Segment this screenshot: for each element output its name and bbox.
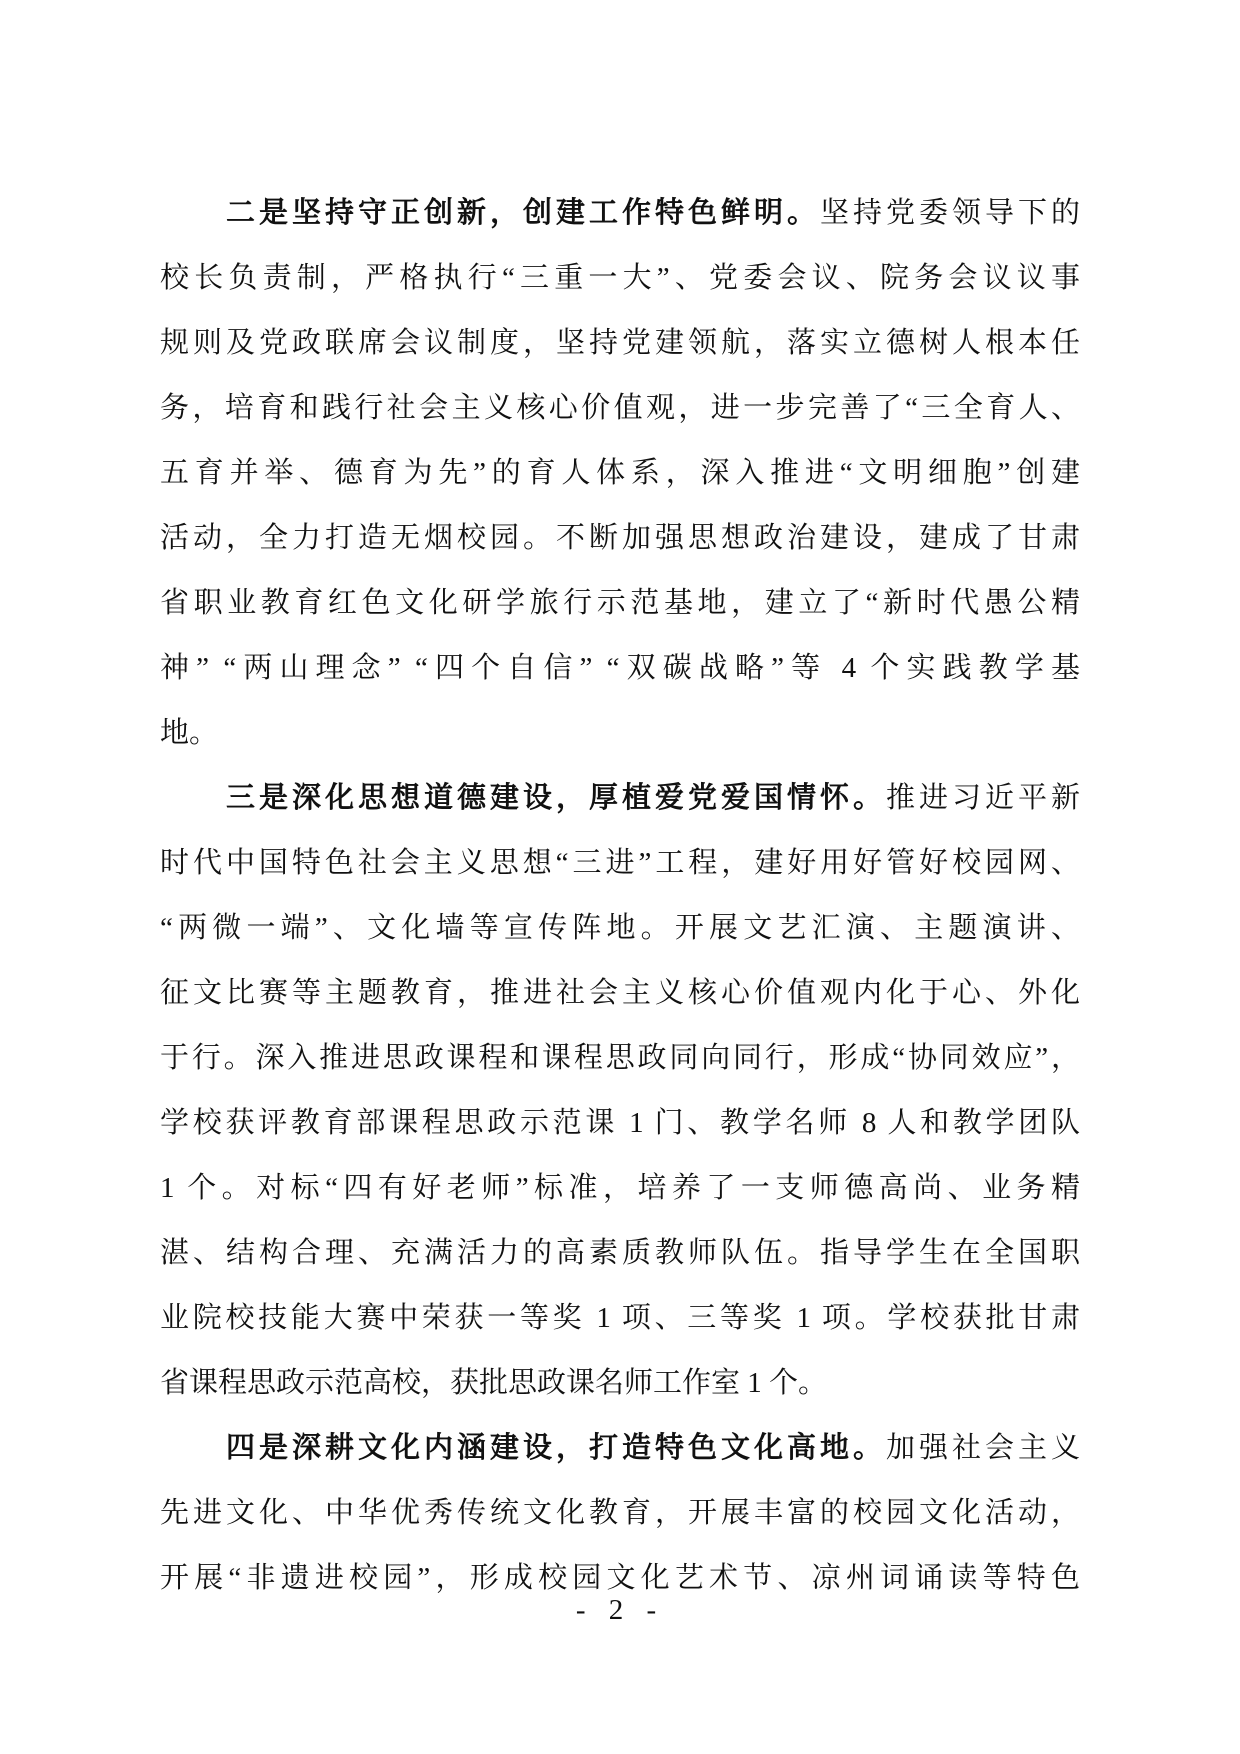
- body-text: 务，培育和践行社会主义核心价值观，进一步完善了“三全育人、: [160, 392, 1080, 424]
- body-text: “两微一端”、文化墙等宣传阵地。开展文艺汇演、主题演讲、: [160, 912, 1080, 944]
- body-line: [160, 1481, 1080, 1546]
- body-line: [160, 1286, 1080, 1351]
- body-line: [160, 376, 1080, 441]
- body-text: 开展“非遗进校园”，形成校园文化艺术节、凉州词诵读等特色: [160, 1562, 1080, 1594]
- body-line: [160, 246, 1080, 311]
- body-line: [160, 701, 1080, 766]
- body-text: 神” “两山理念” “四个自信” “双碳战略”等 4 个实践教学基: [160, 652, 1080, 684]
- body-text: 于行。深入推进思政课程和课程思政同向同行，形成“协同效应”，: [160, 1042, 1080, 1074]
- body-line: [160, 1221, 1080, 1286]
- body-text: 1 个。对标“四有好老师”标准，培养了一支师德高尚、业务精: [160, 1172, 1080, 1204]
- body-line: [160, 831, 1080, 896]
- body-line: [160, 636, 1080, 701]
- body-text: 校长负责制，严格执行“三重一大”、党委会议、院务会议议事: [160, 262, 1080, 294]
- body-text: 地。: [160, 717, 219, 749]
- body-line: [160, 1156, 1080, 1221]
- paragraph-4-heading: 四是深耕文化内涵建设，打造特色文化高地。: [226, 1432, 886, 1464]
- body-text: 学校获评教育部课程思政示范课 1 门、教学名师 8 人和教学团队: [160, 1107, 1080, 1139]
- body-line: [160, 441, 1080, 506]
- body-text: 时代中国特色社会主义思想“三进”工程，建好用好管好校园网、: [160, 847, 1080, 879]
- body-text: 加强社会主义: [885, 1432, 1080, 1464]
- body-text: 活动，全力打造无烟校园。不断加强思想政治建设，建成了甘肃: [160, 522, 1080, 554]
- body-line: [160, 1351, 1080, 1416]
- body-text: 规则及党政联席会议制度，坚持党建领航，落实立德树人根本任: [160, 327, 1080, 359]
- body-line: [160, 961, 1080, 1026]
- body-text: 坚持党委领导下的: [819, 197, 1080, 229]
- paragraph-2-heading-line: [160, 181, 1080, 246]
- paragraph-2-heading: 二是坚持守正创新，创建工作特色鲜明。: [226, 197, 820, 229]
- body-line: [160, 571, 1080, 636]
- body-line: [160, 506, 1080, 571]
- body-line: [160, 896, 1080, 961]
- body-line: [160, 1091, 1080, 1156]
- paragraph-3-heading: 三是深化思想道德建设，厚植爱党爱国情怀。: [226, 782, 886, 814]
- body-line: [160, 311, 1080, 376]
- page-number: - 2 -: [575, 1594, 665, 1626]
- paragraph-3-heading-line: [160, 766, 1080, 831]
- body-text: 五育并举、德育为先”的育人体系，深入推进“文明细胞”创建: [160, 457, 1080, 489]
- body-text: 湛、结构合理、充满活力的高素质教师队伍。指导学生在全国职: [160, 1237, 1080, 1269]
- body-text: 征文比赛等主题教育，推进社会主义核心价值观内化于心、外化: [160, 977, 1080, 1009]
- paragraph-4-heading-line: [160, 1416, 1080, 1481]
- body-line: [160, 1026, 1080, 1091]
- body-text: 先进文化、中华优秀传统文化教育，开展丰富的校园文化活动，: [160, 1497, 1080, 1529]
- body-text: 省职业教育红色文化研学旅行示范基地，建立了“新时代愚公精: [160, 587, 1080, 619]
- body-text: 业院校技能大赛中荣获一等奖 1 项、三等奖 1 项。学校获批甘肃: [160, 1302, 1080, 1334]
- body-text: 推进习近平新: [885, 782, 1080, 814]
- body-text: 省课程思政示范高校，获批思政课名师工作室 1 个。: [160, 1367, 828, 1399]
- document-body: [160, 181, 1080, 1611]
